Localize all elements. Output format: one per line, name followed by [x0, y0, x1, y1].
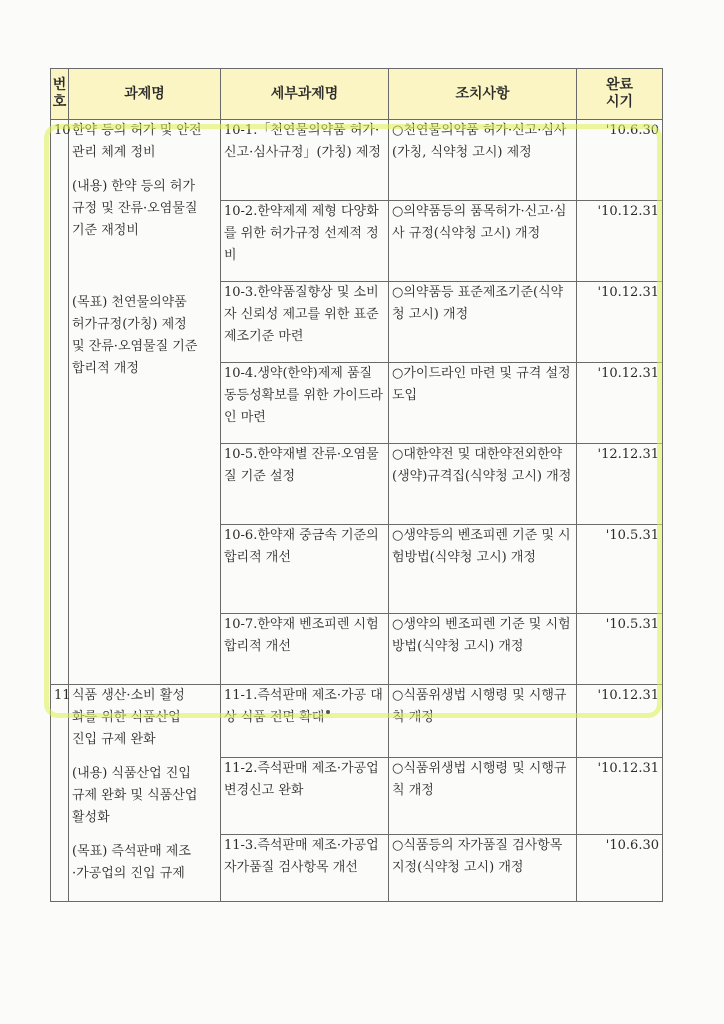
table-row	[51, 685, 663, 758]
header-date: 완료 시기	[577, 69, 663, 120]
subtask-cell: 11-2.즉석판매 제조·가공업 변경신고 완화	[221, 758, 389, 835]
action-cell: ○식품등의 자가품질 검사항목 지정(식약청 고시) 개정	[389, 835, 577, 902]
subtask-cell: 10-6.한약재 중금속 기준의 합리적 개선	[221, 525, 389, 614]
date-cell: '10.12.31	[577, 685, 663, 758]
header-row	[51, 69, 663, 120]
date-cell: '10.12.31	[577, 758, 663, 835]
date-cell: '10.6.30	[577, 120, 663, 201]
task-number: 10	[51, 120, 69, 685]
action-cell: ○식품위생법 시행령 및 시행규칙 개정	[389, 685, 577, 758]
action-cell: ○대한약전 및 대한약전외한약(생약)규격집(식약청 고시) 개정	[389, 444, 577, 525]
task-title: 식품 생산·소비 활성 화를 위한 식품산업 진입 규제 완화 (내용) 식품산업 진입 규제 완화 및 식품산업 활성화 (목표) 즉석판매 제조 ·가공업의 진입 규제	[69, 685, 221, 902]
subtask-cell: 10-2.한약제제 제형 다양화를 위한 허가규정 선제적 정비	[221, 201, 389, 282]
date-cell: '10.12.31	[577, 201, 663, 282]
subtask-cell: 10-4.생약(한약)제제 품질 동등성확보를 위한 가이드라인 마련	[221, 363, 389, 444]
subtask-cell: 11-1.즉석판매 제조·가공 대상 식품 전면 확대	[221, 685, 389, 758]
action-cell: ○가이드라인 마련 및 규격 설정 도입	[389, 363, 577, 444]
action-cell: ○생약등의 벤조피렌 기준 및 시험방법(식약청 고시) 개정	[389, 525, 577, 614]
date-cell: '10.6.30	[577, 835, 663, 902]
action-cell: ○천연물의약품 허가·신고·심사(가칭, 식약청 고시) 제정	[389, 120, 577, 201]
subtask-cell: 10-3.한약품질향상 및 소비자 신뢰성 제고를 위한 표준제조기준 마련	[221, 282, 389, 363]
header-subtask: 세부과제명	[221, 69, 389, 120]
ink-dot	[326, 710, 330, 714]
action-cell: ○의약품등 표준제조기준(식약청 고시) 개정	[389, 282, 577, 363]
header-title: 과제명	[69, 69, 221, 120]
date-cell: '10.5.31	[577, 614, 663, 685]
action-cell: ○식품위생법 시행령 및 시행규칙 개정	[389, 758, 577, 835]
action-cell: ○의약품등의 품목허가·신고·심사 규정(식약청 고시) 개정	[389, 201, 577, 282]
task-title: 한약 등의 허가 및 안전 관리 체계 정비 (내용) 한약 등의 허가 규정 및 잔류·오염물질 기준 재정비 (목표) 천연물의약품 허가규정(가칭) 제정 및 잔류·오염물질 기준 합리적 개정	[69, 120, 221, 685]
header-number: 번 호	[51, 69, 69, 120]
action-cell: ○생약의 벤조피렌 기준 및 시험방법(식약청 고시) 개정	[389, 614, 577, 685]
subtask-cell: 10-5.한약재별 잔류·오염물질 기준 설정	[221, 444, 389, 525]
date-cell: '10.12.31	[577, 363, 663, 444]
subtask-cell: 11-3.즉석판매 제조·가공업 자가품질 검사항목 개선	[221, 835, 389, 902]
task-table	[50, 68, 663, 902]
table-row	[51, 120, 663, 201]
date-cell: '10.5.31	[577, 525, 663, 614]
header-action: 조치사항	[389, 69, 577, 120]
task-number: 11	[51, 685, 69, 902]
date-cell: '10.12.31	[577, 282, 663, 363]
subtask-cell: 10-1.「천연물의약품 허가·신고·심사규정」(가칭) 제정	[221, 120, 389, 201]
subtask-cell: 10-7.한약재 벤조피렌 시험 합리적 개선	[221, 614, 389, 685]
date-cell: '12.12.31	[577, 444, 663, 525]
